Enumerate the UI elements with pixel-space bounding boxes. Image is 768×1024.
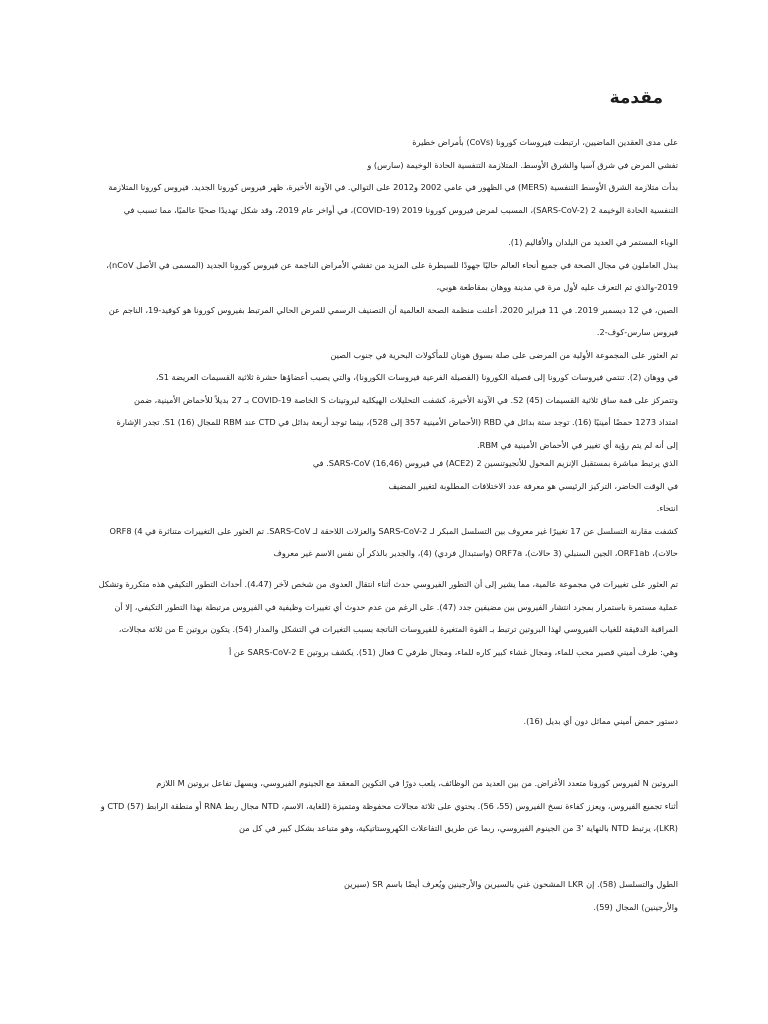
text-line: انتحاء. [656,503,678,513]
text-line: كشفت مقارنة التسلسل عن 17 تغييرًا غير معروف بين التسلسل المبكر لـ SARS-CoV-2 والعزلات اللاحقة لـ SARS-CoV. تم العثور على التغييرات متناثرة في ORF8 (4 [109,525,678,536]
text-line: (LKR)، يرتبط NTD بالنهاية '3 من الجينوم الفيروسي، ربما عن طريق التفاعلات الكهروستاتيكية، وهو متباعد بشكل كبير في كل من [239,823,678,833]
text-line: حالات)، ORF1ab، الجين السنبلي (3 حالات)، ORF7a (واستبدال فردي) (4)، والجدير بالذكر أن نفس الاسم غير معروف [273,548,678,558]
paragraph-lkr [78,873,678,918]
text-line: في الوقت الحاضر، التركيز الرئيسي هو معرفة عدد الاختلافات المطلوبة لتغيير المضيف [388,480,678,491]
text-line: الطول والتسلسل (58). إن LKR المشحون غني بالسيرين والأرجينين ويُعرف أيضًا باسم SR (سيرين [344,879,678,889]
text-line: وتتمركز على قمة ساق ثلاثية القسيمات S2 (45). في الآونة الأخيرة، كشفت التحليلات الهيكلية لبروتينات S الخاصة COVID-19 بـ 27 بديلاً للأحماض الأمينية، ضمن [134,394,678,405]
text-line: تم العثور على المجموعة الأولية من المرضى على صلة بسوق هونان للمأكولات البحرية في جنوب الصين [330,349,678,360]
text-line: البروتين N لفيروس كورونا متعدد الأغراض. من بين العديد من الوظائف، يلعب دورًا في التكوين المعقد مع الجينوم الفيروسي، ويسهل تفاعل بروتين M اللازم [156,778,678,788]
paragraph-ace2 [78,452,678,565]
paragraph-amino-acid [78,710,678,733]
text-line: دستور حمض أميني مماثل دون أي بديل (16). [523,716,678,726]
page-title: مقدمة [609,88,663,108]
text-line: تم العثور على تغييرات في مجموعة عالمية، مما يشير إلى أن التطور الفيروسي حدث أثناء انتقال العدوى من شخص لآخر (4،47). أحداث التطور التكيفي هذه متكررة وتشكل [98,579,678,589]
text-line: أثناء تجميع الفيروس، ويعزز كفاءة نسخ الفيروس (55، 56). يحتوي على ثلاثة مجالات محفوظة ومتميزة (للغاية، الاسم، NTD مجال ربط RNA أو منطقة الرابط CTD (57) و [100,800,678,811]
paragraph-evolution [78,573,678,663]
text-line: فيروس سارس-كوف-2. [596,327,678,337]
text-line: إلى أنه لم يتم رؤية أي تغيير في الأحماض الأمينية في RBM. [477,439,678,450]
text-line: الصين، في 12 ديسمبر 2019. في 11 فبراير 2020، أعلنت منظمة الصحة العالمية أن التصنيف الرسمي للمرض الحالي المرتبط بفيروس كورونا هو كوفيد-19، الناجم عن [108,304,678,315]
text-line: التنفسية الحادة الوخيمة 2 (SARS-CoV-2)، المسبب لمرض فيروس كورونا 2019 (COVID-19)، في أواخر عام 2019، وقد شكل تهديدًا صحيًا عالميًا، مما تسبب في [123,204,678,215]
paragraph-pandemic [78,231,678,456]
text-line: امتداد 1273 حمضًا أمينيًا (16). توجد ستة بدائل في RBD (الأحماض الأمينية 357 إلى 528)، بينما توجد أربعة بدائل في CTD عند RBM للمجال S1 (16). تجدر الإشارة [116,417,678,427]
text-line: في ووهان (2). تنتمي فيروسات كورونا إلى فصيلة الكورونا (الفصيلة الفرعية فيروسات الكورونا)، والتي يصيب أعضاؤها حشرة ثلاثية القسيمات العريضة S1، [155,372,678,382]
text-line: المراقبة الدقيقة للغياب الفيروسي لهذا البروتين ترتبط بـ القوة المتغيرة للفيروسات الناتجة بسبب التغيرات في التشكل والمدار (54). يتكون بروتين E من ثلاثة مجالات، [118,624,678,634]
text-line: عملية مستمرة باستمرار بمجرد انتشار الفيروس بين مضيفين جدد (47). على الرغم من عدم حدوث أي تغييرات وظيفية في الفيروس مرتبطة بهذا التطور التكيفي، إلا أن [114,601,678,612]
paragraph-intro [78,131,678,221]
text-line: الوباء المستمر في العديد من البلدان والأقاليم (1). [508,237,678,247]
text-line: 2019-والذي تم التعرف عليه لأول مرة في مدينة ووهان بمقاطعة هوبي، [436,282,678,292]
paragraph-n-protein [78,772,678,840]
text-line: وهي: طرف أميني قصير محب للماء، ومجال غشاء كبير كاره للماء، ومجال طرفي C فعال (51). يكشف بروتين SARS-CoV-2 E عن أ [229,646,678,657]
text-line: بدأت متلازمة الشرق الأوسط التنفسية (MERS) في الظهور في عامي 2002 و2012 على التوالي. في الآونة الأخيرة، ظهر فيروس كورونا الجديد. فيروس كورونا المتلازمة [108,182,678,192]
text-line: تفشي المرض في شرق آسيا والشرق الأوسط. المتلازمة التنفسية الحادة الوخيمة (سارس) و [367,159,678,170]
text-line: على مدى العقدين الماضيين، ارتبطت فيروسات كورونا (CoVs) بأمراض خطيرة [412,137,678,147]
text-line: الذي يرتبط مباشرة بمستقبل الإنزيم المحول للأنجيوتنسين 2 (ACE2) في فيروس SARS-CoV (16,46). في [312,458,678,468]
text-line: والأرجينين) المجال (59). [593,901,678,912]
text-line: يبذل العاملون في مجال الصحة في جميع أنحاء العالم حاليًا جهودًا للسيطرة على المزيد من تفشي الأمراض الناجمة عن فيروس كورونا الجديد (المسمى في الأصل nCoV)، [106,259,678,270]
